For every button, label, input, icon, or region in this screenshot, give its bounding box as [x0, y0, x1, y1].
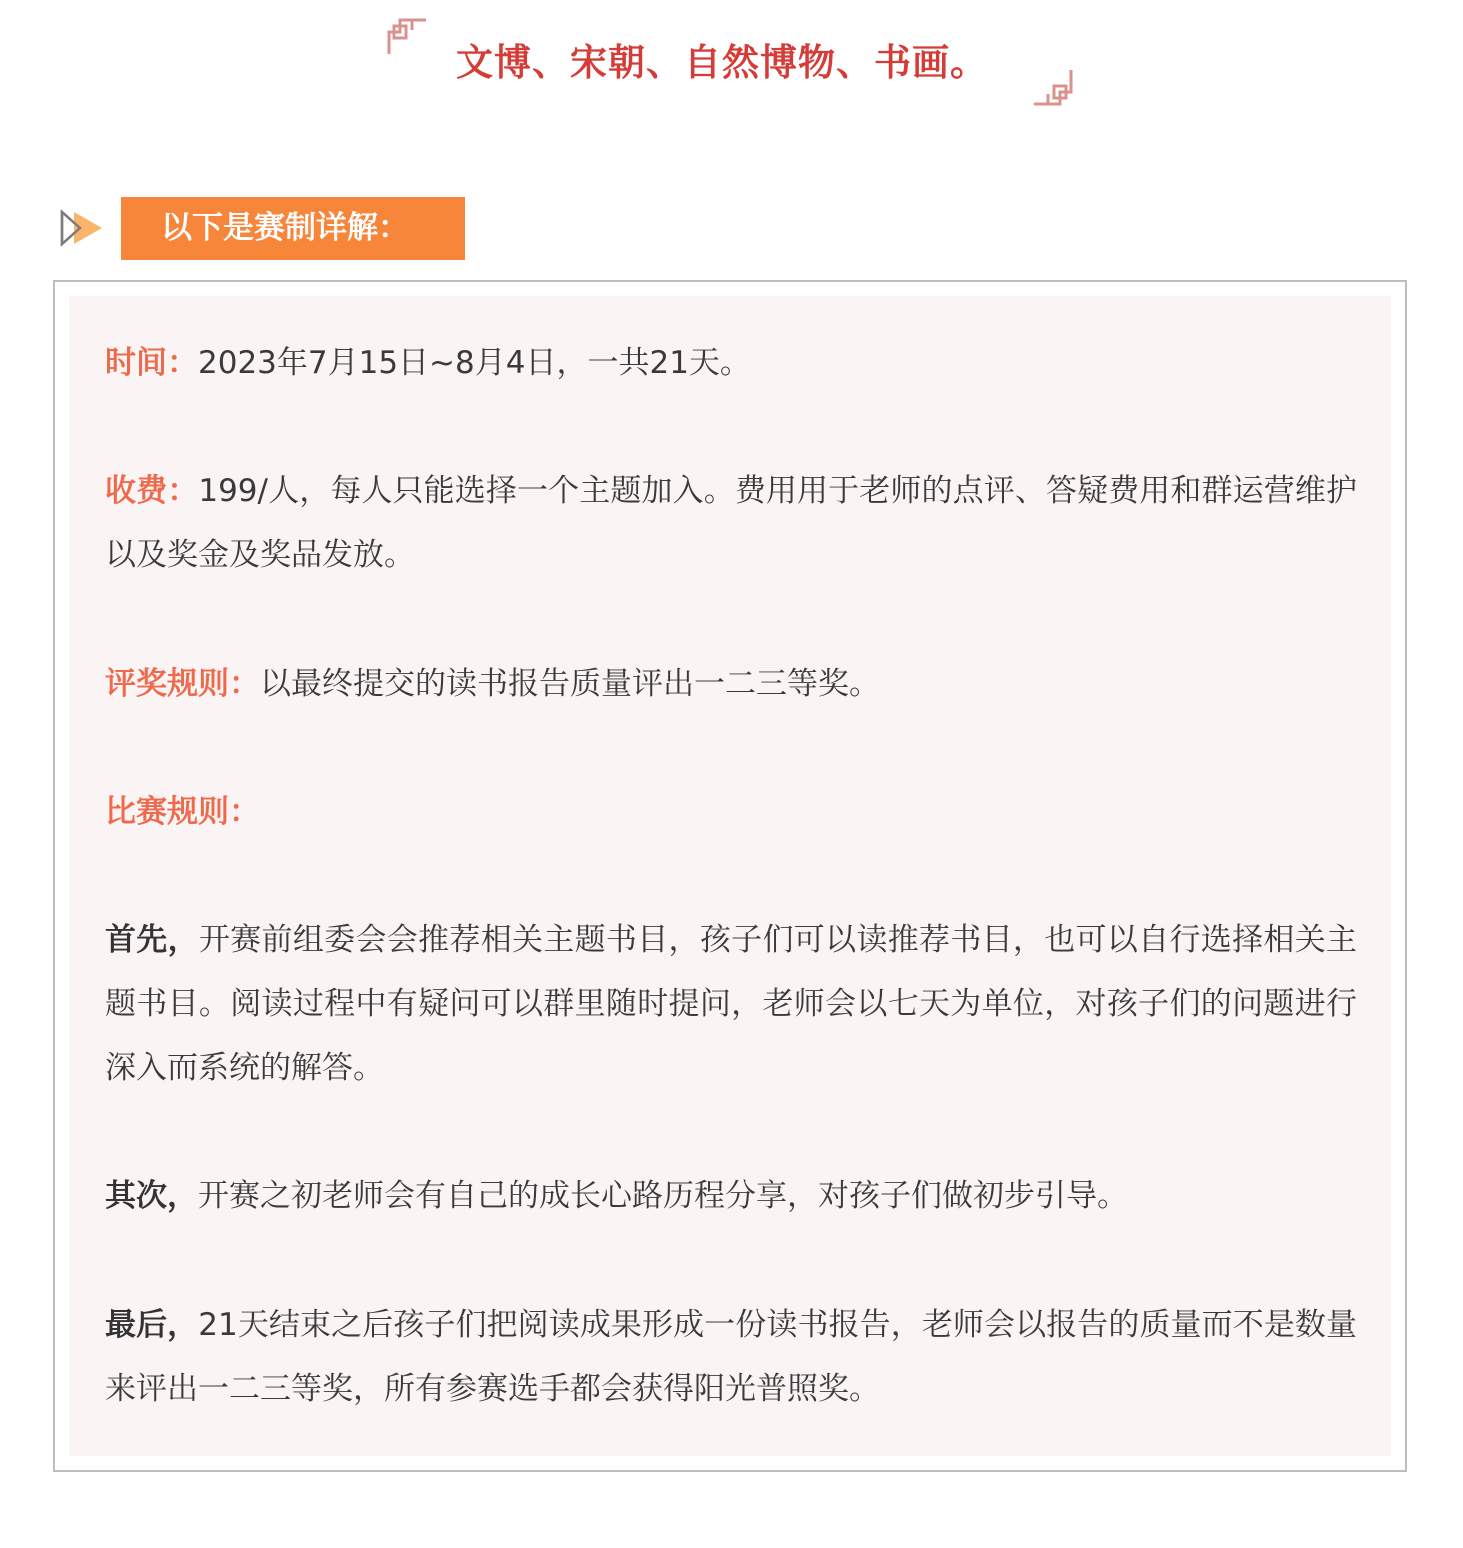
award-rules-paragraph: [105, 652, 1357, 716]
content-panel: [69, 296, 1391, 1456]
second-step-text: 开赛之初老师会有自己的成长心路历程分享，对孩子们做初步引导。: [198, 1178, 1128, 1214]
first-step-label: 首先，: [105, 922, 199, 958]
section-label: 以下是赛制详解：: [161, 210, 409, 246]
time-text: 2023年7月15日~8月4日，一共21天。: [198, 345, 751, 381]
award-rules-label: 评奖规则：: [105, 666, 260, 702]
section-header: [58, 196, 478, 260]
competition-rules-paragraph: [105, 780, 1357, 844]
competition-rules-label: 比赛规则：: [105, 794, 260, 830]
corner-ornament-icon: [1032, 68, 1074, 108]
last-step-text: 21天结束之后孩子们把阅读成果形成一份读书报告，老师会以报告的质量而不是数量来评出一二三等奖，所有参赛选手都会获得阳光普照奖。: [105, 1307, 1357, 1407]
top-heading: [0, 0, 1463, 130]
play-arrow-icon: [58, 208, 106, 248]
second-step-label: 其次，: [105, 1178, 198, 1214]
fee-text: 199/人，每人只能选择一个主题加入。费用用于老师的点评、答疑费用和群运营维护以及奖金及奖品发放。: [105, 473, 1357, 573]
second-step-paragraph: [105, 1164, 1357, 1228]
first-step-paragraph: [105, 908, 1357, 1100]
first-step-text: 开赛前组委会会推荐相关主题书目，孩子们可以读推荐书目，也可以自行选择相关主题书目。阅读过程中有疑问可以群里随时提问，老师会以七天为单位，对孩子们的问题进行深入而系统的解答。: [105, 922, 1358, 1086]
fee-paragraph: [105, 459, 1357, 587]
award-rules-text: 以最终提交的读书报告质量评出一二三等奖。: [260, 666, 880, 702]
fee-label: 收费：: [105, 473, 199, 509]
content-frame: [53, 280, 1407, 1472]
time-label: 时间：: [105, 345, 198, 381]
last-step-paragraph: [105, 1293, 1357, 1421]
last-step-label: 最后，: [105, 1307, 199, 1343]
corner-ornament-icon: [386, 16, 428, 56]
section-label-box: [121, 197, 465, 260]
page-title: 文博、宋朝、自然博物、书画。: [456, 41, 988, 84]
time-paragraph: [105, 331, 1357, 395]
